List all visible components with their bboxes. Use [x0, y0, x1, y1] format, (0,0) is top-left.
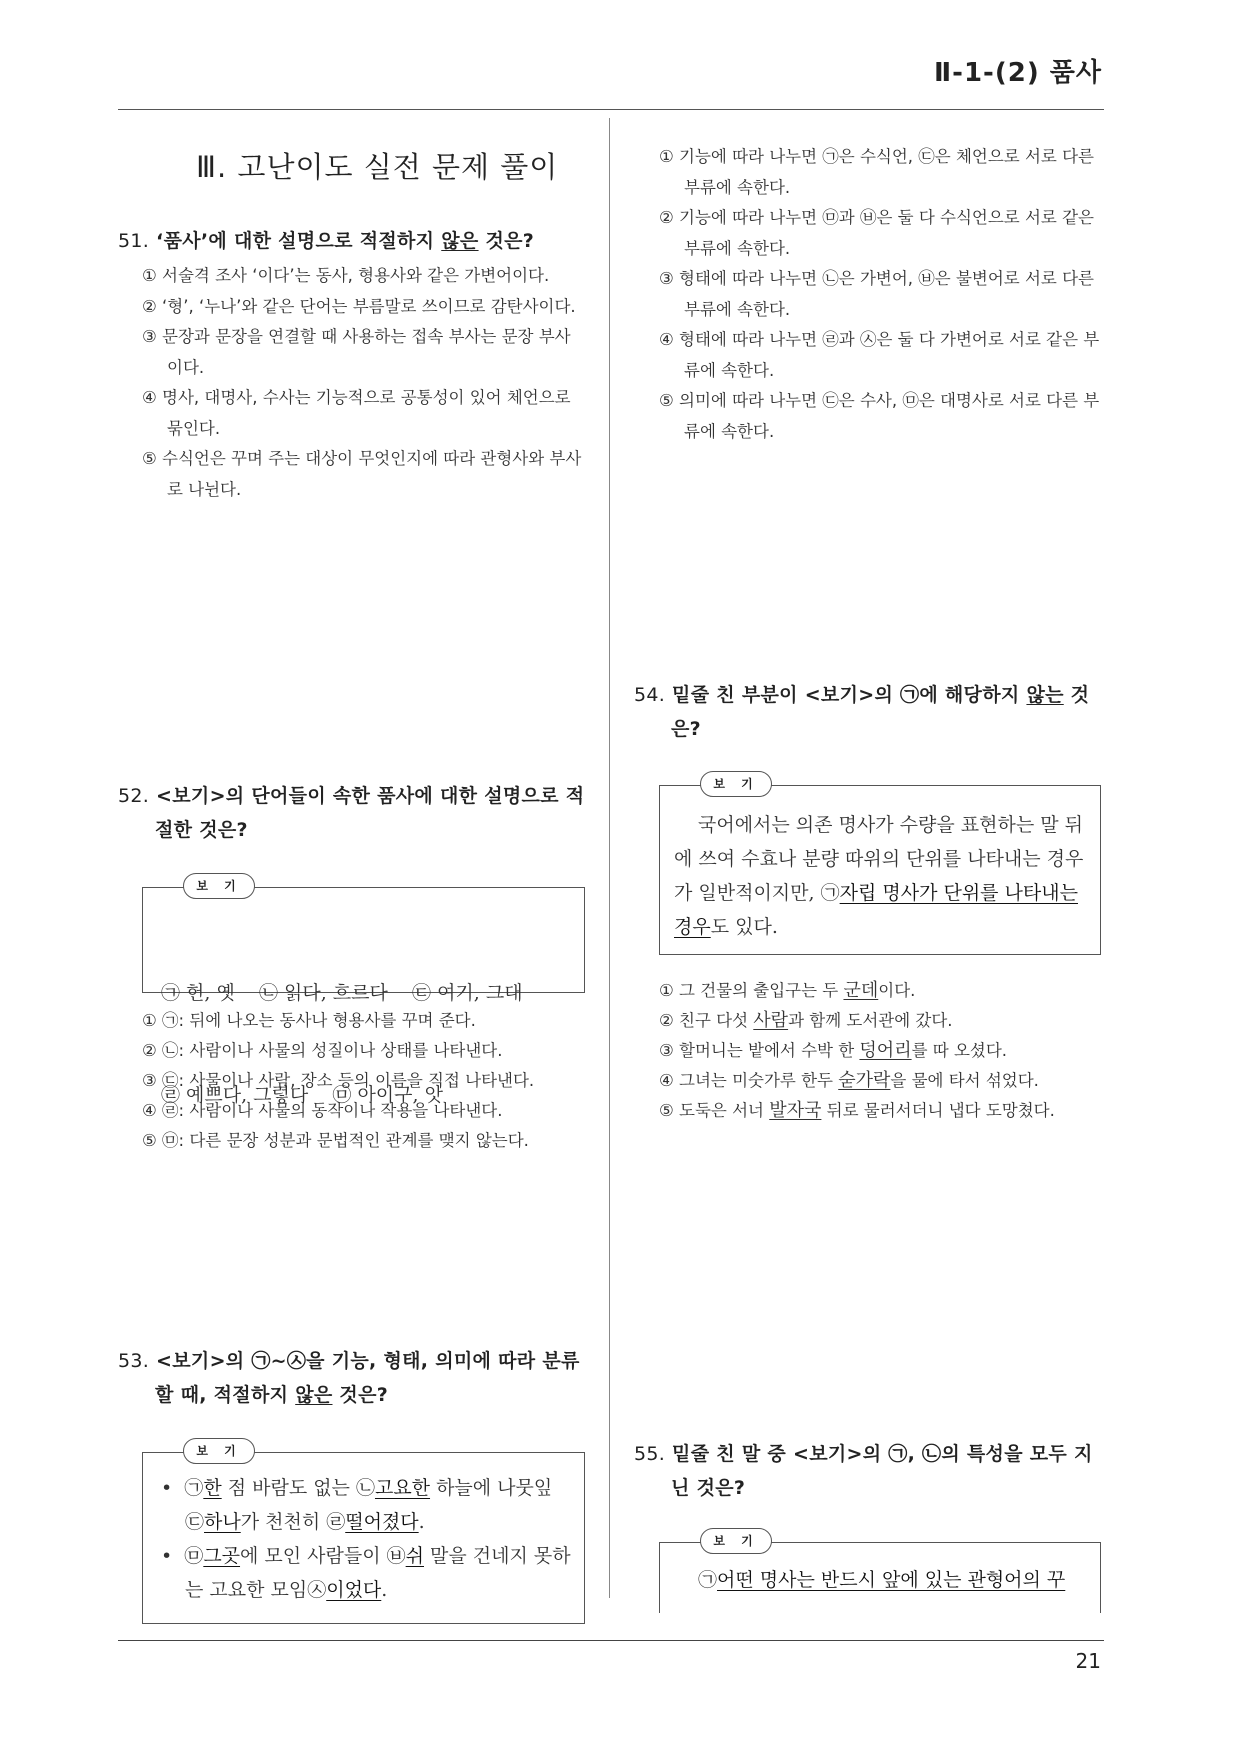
- question-55-box: [659, 1534, 1101, 1613]
- option-4[interactable]: ④ ㉣: 사람이나 사물의 동작이나 작용을 나타낸다.: [142, 1101, 503, 1120]
- chapter-title: Ⅱ-1-(2) 품사: [934, 58, 1102, 88]
- box-line-2: ㉣ 예쁘다, 그렇다 ㉤ 아이구, 앗: [161, 1084, 443, 1106]
- question-54-box: [659, 777, 1101, 955]
- option-3[interactable]: ③ 문장과 문장을 연결할 때 사용하는 접속 부사는 문장 부사이다.: [142, 327, 571, 377]
- option-1[interactable]: ① 기능에 따라 나누면 ㉠은 수식언, ㉢은 체언으로 서로 다른 부류에 속한다.: [659, 147, 1094, 197]
- page-number: 21: [1075, 1649, 1101, 1673]
- question-53-stem: 53. <보기>의 ㉠~㉦을 기능, 형태, 의미에 따라 분류할 때, 적절하지 않은 것은?: [118, 1350, 580, 1406]
- box-bullet-1: • ㉠한 점 바람도 없는 ㉡고요한 하늘에 나뭇잎 ㉢하나가 천천히 ㉣떨어졌다.: [161, 1477, 553, 1533]
- option-1[interactable]: ① ㉠: 뒤에 나오는 동사나 형용사를 꾸며 준다.: [142, 1011, 476, 1030]
- option-1[interactable]: ① 서술격 조사 ‘이다’는 동사, 형용사와 같은 가변어이다.: [142, 266, 550, 285]
- question-51-stem: 51. ‘품사’에 대한 설명으로 적절하지 않은 것은?: [118, 230, 535, 252]
- option-4[interactable]: ④ 형태에 따라 나누면 ㉣과 ㉦은 둘 다 가변어로 서로 같은 부류에 속한다.: [659, 330, 1100, 380]
- box-passage: 국어에서는 의존 명사가 수량을 표현하는 말 뒤에 쓰여 수효나 분량 따위의 단위를 나타내는 경우가 일반적이지만, ㉠자립 명사가 단위를 나타내는 경우도 있다.: [674, 814, 1084, 938]
- option-2[interactable]: ② 친구 다섯 사람과 함께 도서관에 갔다.: [659, 1010, 953, 1031]
- option-1[interactable]: ① 그 건물의 출입구는 두 군데이다.: [659, 980, 916, 1001]
- option-2[interactable]: ② 기능에 따라 나누면 ㉤과 ㉥은 둘 다 수식언으로 서로 같은 부류에 속한다.: [659, 208, 1094, 258]
- question-54-options: [659, 976, 1105, 1126]
- option-4[interactable]: ④ 명사, 대명사, 수사는 기능적으로 공통성이 있어 체언으로 묶인다.: [142, 388, 571, 438]
- option-2[interactable]: ② ‘형’, ‘누나’와 같은 단어는 부름말로 쓰이므로 감탄사이다.: [142, 296, 576, 316]
- box-tag-label: 보 기: [183, 1438, 255, 1464]
- section-title: Ⅲ. 고난이도 실전 문제 풀이: [196, 150, 559, 184]
- option-5[interactable]: ⑤ ㉤: 다른 문장 성분과 문법적인 관계를 맺지 않는다.: [142, 1131, 529, 1150]
- box-passage: ㉠어떤 명사는 반드시 앞에 있는 관형어의 꾸: [698, 1569, 1066, 1591]
- option-2[interactable]: ② ㉡: 사람이나 사물의 성질이나 상태를 나타낸다.: [142, 1041, 503, 1060]
- column-divider: [609, 118, 610, 1598]
- option-3[interactable]: ③ ㉢: 사물이나 사람, 장소 등의 이름을 직접 나타낸다.: [142, 1071, 535, 1090]
- option-4[interactable]: ④ 그녀는 미숫가루 한두 숟가락을 물에 타서 섞었다.: [659, 1070, 1039, 1091]
- question-54-stem: 54. 밑줄 친 부분이 <보기>의 ㉠에 해당하지 않는 것은?: [634, 684, 1090, 740]
- question-52-stem: 52. <보기>의 단어들이 속한 품사에 대한 설명으로 적절한 것은?: [118, 785, 585, 841]
- box-line-1: ㉠ 헌, 옛 ㉡ 읽다, 흐르다 ㉢ 여기, 그대: [161, 982, 523, 1004]
- option-3[interactable]: ③ 형태에 따라 나누면 ㉡은 가변어, ㉥은 불변어로 서로 다른 부류에 속한다.: [659, 269, 1094, 319]
- question-52-options: [142, 1006, 582, 1156]
- option-5[interactable]: ⑤ 의미에 따라 나누면 ㉢은 수사, ㉤은 대명사로 서로 다른 부류에 속한다.: [659, 391, 1100, 441]
- question-55-stem: 55. 밑줄 친 말 중 <보기>의 ㉠, ㉡의 특성을 모두 지닌 것은?: [634, 1443, 1093, 1499]
- option-5[interactable]: ⑤ 도둑은 서너 발자국 뒤로 물러서더니 냅다 도망쳤다.: [659, 1100, 1055, 1121]
- question-53-box: [142, 1444, 585, 1624]
- box-tag-label: 보 기: [183, 873, 255, 899]
- option-5[interactable]: ⑤ 수식언은 꾸며 주는 대상이 무엇인지에 따라 관형사와 부사로 나뉜다.: [142, 449, 582, 499]
- footer-divider: [118, 1640, 1104, 1641]
- header-divider: [118, 109, 1104, 110]
- question-53-options: [659, 142, 1105, 447]
- question-51-options: [142, 261, 582, 505]
- box-bullet-2: • ㉤그곳에 모인 사람들이 ㉥쉬 말을 건네지 못하는 고요한 모임㉦이었다.: [161, 1545, 571, 1601]
- box-tag-label: 보 기: [700, 771, 772, 797]
- option-3[interactable]: ③ 할머니는 밭에서 수박 한 덩어리를 따 오셨다.: [659, 1040, 1008, 1061]
- box-tag-label: 보 기: [700, 1528, 772, 1554]
